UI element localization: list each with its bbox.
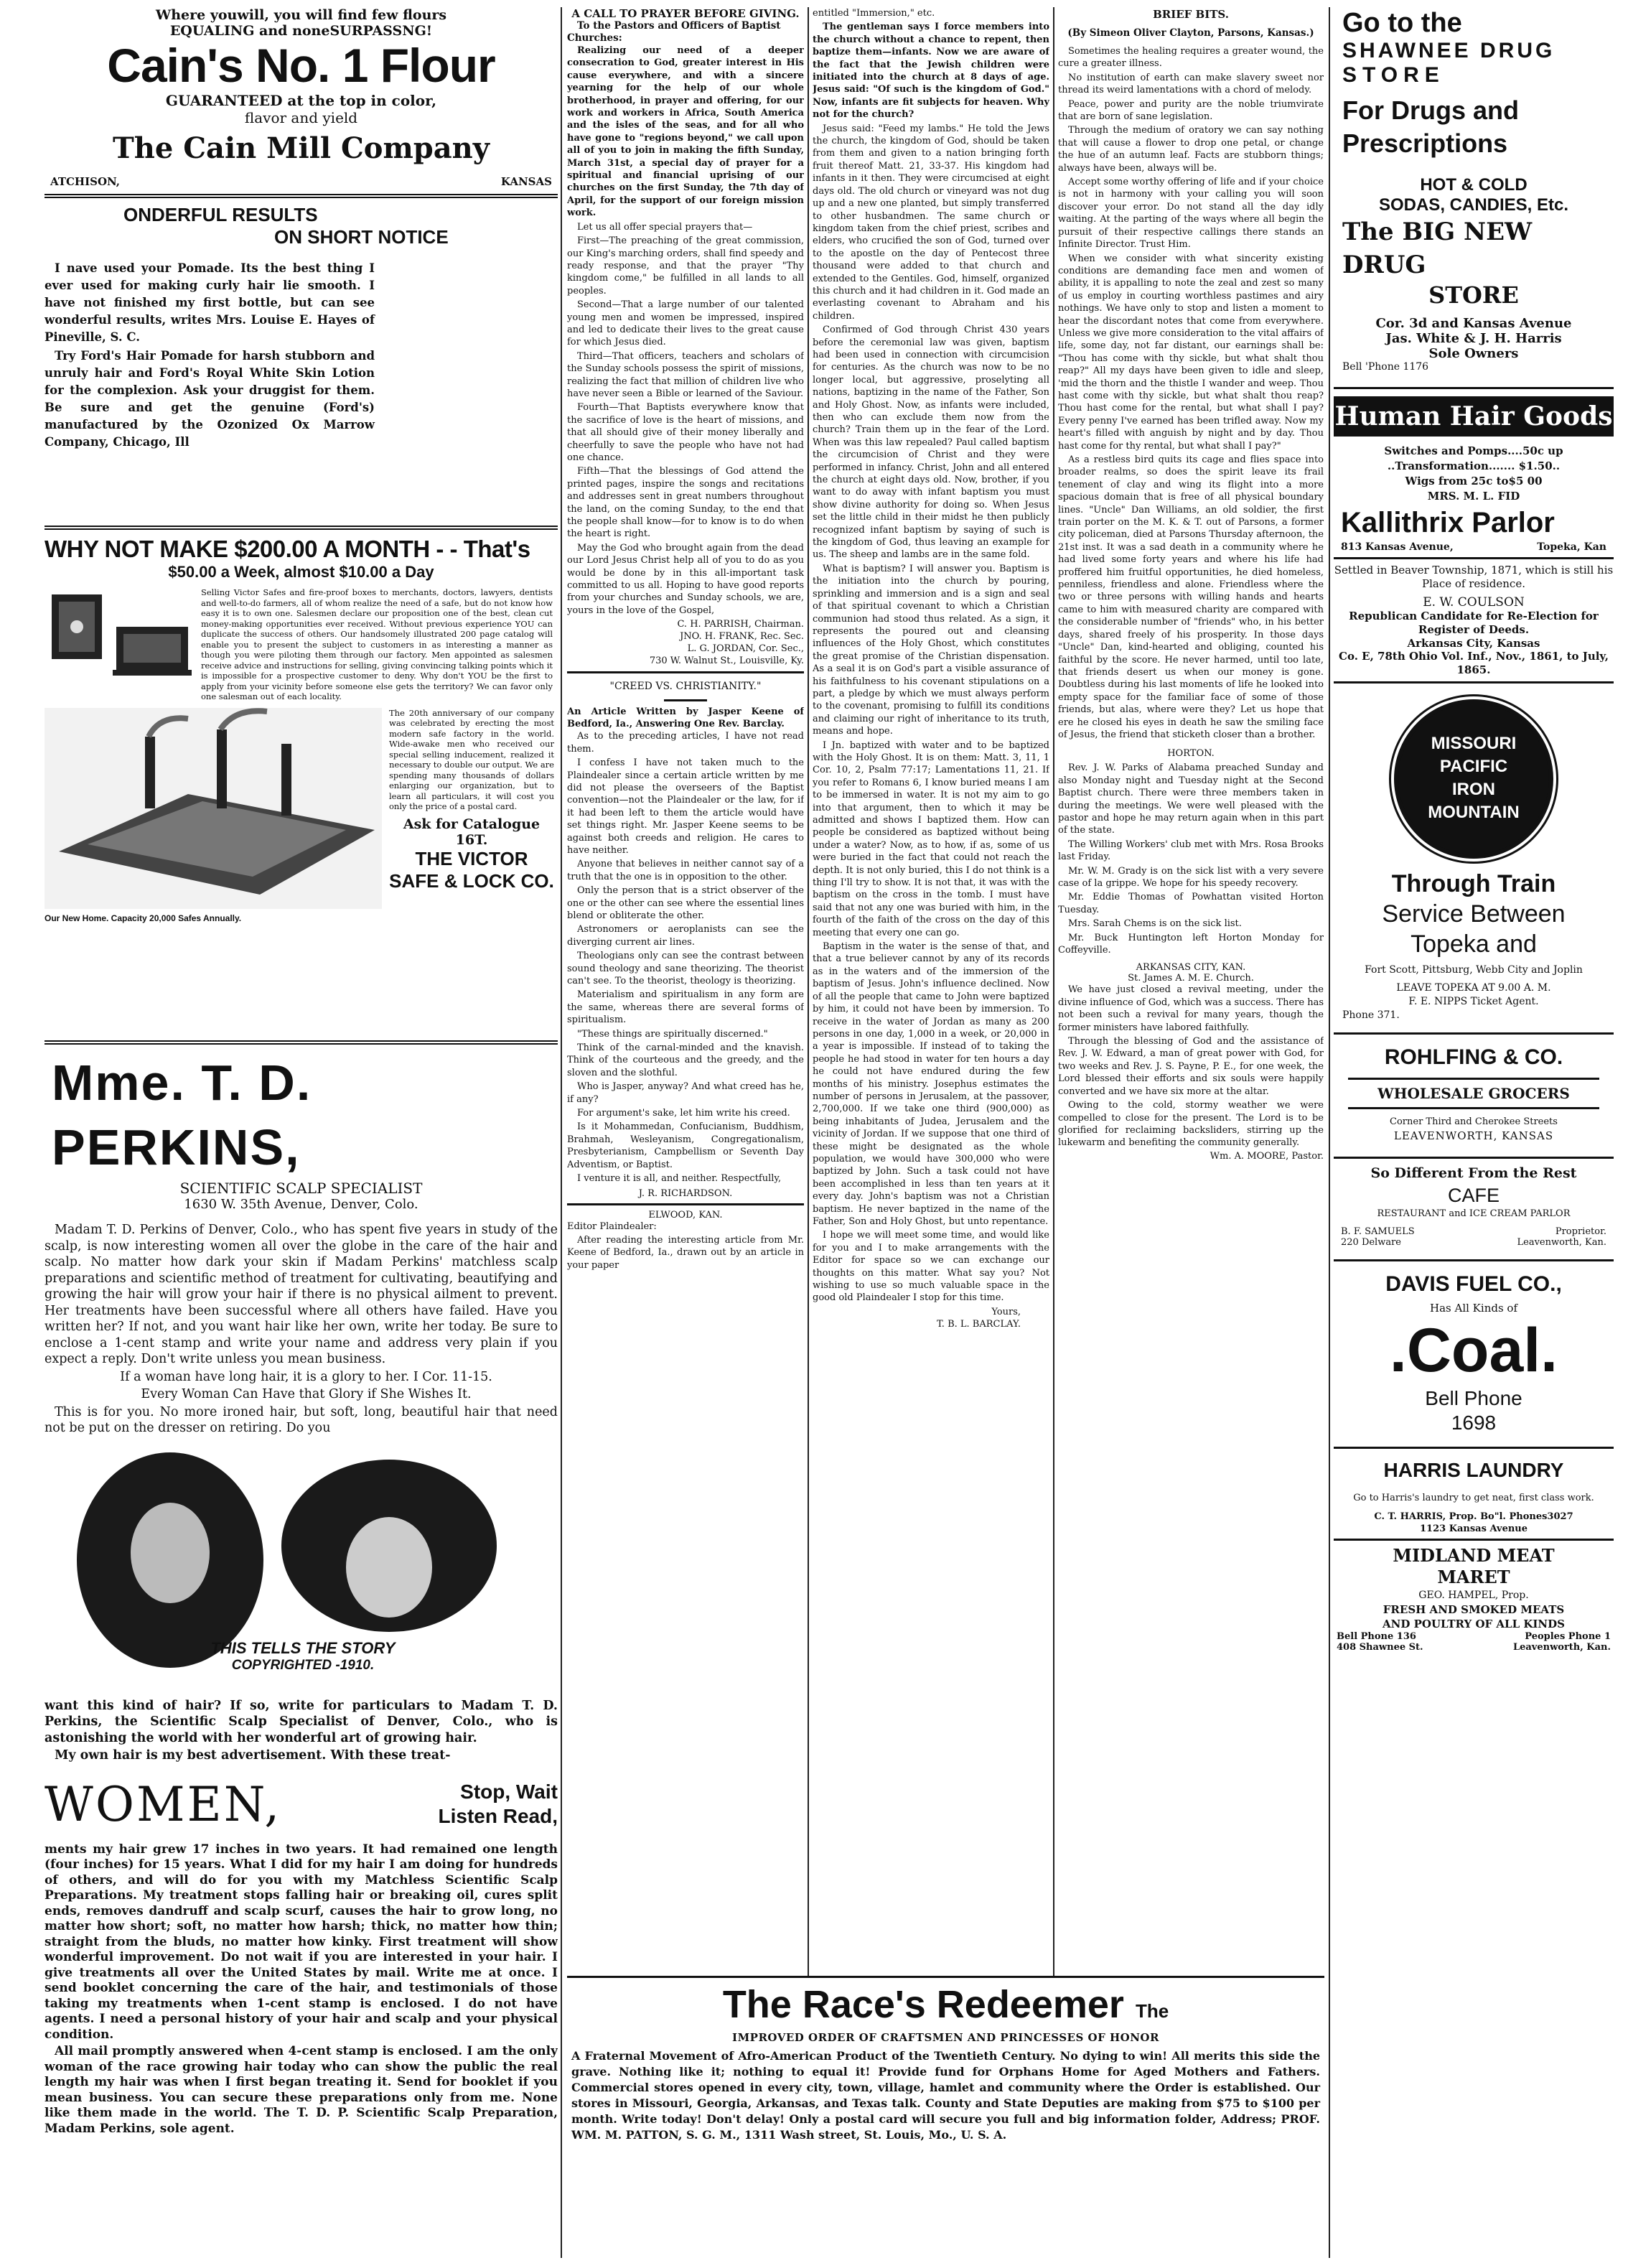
- perkins-caption-2: COPYRIGHTED -1910.: [231, 1657, 375, 1673]
- davis-number: 1698: [1451, 1411, 1497, 1434]
- coulson-text-2: Republican Candidate for Re-Election for Register of Deeds.: [1349, 610, 1599, 636]
- creed-text-6: Theologians only can see the contrast between sound theology and sane theorizing. The theorist can't see. To the theorist, theology is theorizing.: [567, 951, 804, 986]
- divider: [567, 1203, 804, 1205]
- midland-line-5: AND POULTRY OF ALL KINDS: [1383, 1618, 1565, 1630]
- immersion-text-7: I hope we will meet some time, and would like for you and I to make arrangements with the Editor for space so we can exchange our thoughts on this matter. What say you? Not wishing to use so much valuable space in the good old Plaindealer I stop for this time.: [813, 1230, 1049, 1304]
- midland-line-4: FRESH AND SMOKED MEATS: [1383, 1603, 1565, 1616]
- shawnee-line-12: Sole Owners: [1428, 346, 1519, 361]
- creed-text-13: I venture it is all, and neither. Respectfully,: [577, 1173, 782, 1185]
- mopac-line-4: Fort Scott, Pittsburg, Webb City and Joplin: [1365, 964, 1583, 976]
- ford-headline-2: ON SHORT NOTICE: [274, 226, 449, 248]
- redeemer-subhead: IMPROVED ORDER OF CRAFTSMEN AND PRINCESSES OF HONOR: [732, 2031, 1159, 2044]
- women-listen: Listen Read,: [438, 1805, 558, 1827]
- divider: [45, 526, 558, 530]
- shawnee-line-13: Bell 'Phone 1176: [1342, 361, 1429, 373]
- victor-headline: WHY NOT MAKE $200.00 A MONTH - - That's: [45, 536, 530, 562]
- mopac-line-5: LEAVE TOPEKA AT 9.00 A. M.: [1396, 982, 1551, 994]
- arkansas-city-headline: ARKANSAS CITY, KAN.: [1136, 962, 1246, 974]
- ford-text-2: Try Ford's Hair Pomade for harsh stubborn and unruly hair and Ford's Royal White Skin Lotion for the complexion. Ask your druggist for them. Be sure and get the genuine (Ford's) manufactured by the Ozonized Ox Marrow Company, Chicago, Ill: [45, 349, 375, 449]
- column-4: [1058, 7, 1324, 1967]
- arkansas-signature: Wm. A. MOORE, Pastor.: [1210, 1150, 1324, 1162]
- creed-subhead: An Article Written by Jasper Keene of Bedford, Ia., Answering One Rev. Barclay.: [567, 706, 804, 730]
- brief-bits-headline: BRIEF BITS.: [1153, 8, 1229, 21]
- logo-line-3: IRON: [1452, 780, 1495, 799]
- call-sig-1: C. H. PARRISH, Chairman.: [677, 619, 804, 630]
- midland-phone-2: Peoples Phone 1: [1525, 1631, 1611, 1642]
- shawnee-line-6: HOT & COLD: [1420, 175, 1528, 195]
- cafe-headline: So Different From the Rest: [1370, 1165, 1577, 1181]
- horton-text-4: Mr. Eddie Thomas of Powhattan visited Horton Tuesday.: [1058, 892, 1324, 915]
- harris-laundry-ad: [1334, 1453, 1614, 1534]
- cain-city: ATCHISON,: [50, 175, 120, 188]
- shawnee-line-3: STORE: [1342, 63, 1445, 87]
- shawnee-line-9: STORE: [1428, 281, 1519, 309]
- rohlfing-subhead: WHOLESALE GROCERS: [1377, 1085, 1570, 1102]
- davis-fuel-ad: [1334, 1267, 1614, 1435]
- creed-text-1: As to the preceding articles, I have not read them.: [567, 731, 804, 755]
- kallithrix-address-2: Topeka, Kan: [1537, 541, 1606, 553]
- call-sig-2: JNO. H. FRANK, Rec. Sec.: [680, 631, 804, 643]
- call-sig-4: 730 W. Walnut St., Louisville, Ky.: [649, 655, 804, 667]
- human-line-2: ..Transformation....... $1.50..: [1387, 459, 1561, 472]
- call-text-3: First—The preaching of the great commission, our King's marching orders, shall find speedy and ready response, and that the prayer "Thy kingdom come," be fulfilled in all lands to all peoples.: [567, 235, 804, 297]
- arkansas-text-3: Owing to the cold, stormy weather we were compelled to close for the present. The Lord is to be glorified for reclaiming backsliders, stirring up the lukewarm and benefiting the community generally.: [1058, 1100, 1324, 1149]
- cain-flour-ad: [45, 7, 558, 188]
- cafe-line-1: RESTAURANT and ICE CREAM PARLOR: [1377, 1208, 1571, 1219]
- shawnee-line-8: The BIG NEW DRUG: [1342, 218, 1533, 279]
- midland-line-3: GEO. HAMPEL, Prop.: [1418, 1590, 1529, 1601]
- creed-text-8: "These things are spiritually discerned.": [577, 1028, 768, 1040]
- victor-name-1: THE VICTOR: [415, 847, 528, 869]
- divider: [1334, 1157, 1614, 1159]
- divider: [1334, 1259, 1614, 1261]
- rohlfing-address-1: Corner Third and Cherokee Streets: [1390, 1116, 1558, 1127]
- cafe-ad: [1334, 1163, 1614, 1248]
- creed-text-3: Anyone that believes in neither cannot say of a truth that the one is in opposition to the other.: [567, 859, 804, 882]
- cafe-owner: B. F. SAMUELS: [1341, 1226, 1415, 1237]
- divider: [1334, 1447, 1614, 1449]
- creed-text-9: Think of the carnal-minded and the knavish. Think of the courteous and the greedy, and the sloven and the slothful.: [567, 1042, 804, 1078]
- brief-text-6: When we consider with what sincerity existing conditions are demanding face men and women of ability, it is appalling to note the zeal and zest so many of us employ in courting worthless pastimes and airy nothings. We have only to stop and listen a moment to hear the discordant notes that come from everywhere. Unless we give more consideration to the vital affairs of life, some day, not far distant, our earnings shall be: "Thou has come with thy sickle, but what shalt thou reap?" All my days have been given to idle and sleep, 'mid the thorn and the thistle I wander and weep. Thou hast come with thy sickle, but what shalt thou reap? Thou hast come for the rental, but what shall I pay? Every penny I've earned has been trifled away. Now my heart's filled with anguish by night and by day. Thou hast come for thy rental, but what shall I pay?": [1058, 253, 1324, 452]
- brief-bits-byline: (By Simeon Oliver Clayton, Parsons, Kansas.): [1067, 27, 1314, 39]
- creed-text-7: Materialism and spiritualism in any form are the same, whereas there are several forms of spiritualism.: [567, 989, 804, 1026]
- women-headline: WOMEN,: [45, 1776, 282, 1832]
- horton-text-3: Mr. W. M. Grady is on the sick list with a very severe case of la grippe. We hope for his speedy recovery.: [1058, 865, 1324, 889]
- midland-address: 408 Shawnee St.: [1337, 1642, 1423, 1653]
- column-rule: [561, 7, 562, 2258]
- divider: [45, 1040, 558, 1045]
- shawnee-line-4: For Drugs and: [1342, 95, 1520, 125]
- harris-address: 1123 Kansas Avenue: [1419, 1523, 1528, 1534]
- harris-owner: C. T. HARRIS, Prop. Bo"l. Phones3027: [1374, 1511, 1573, 1522]
- midland-line-2: MARET: [1437, 1567, 1510, 1587]
- immersion-text-6: Baptism in the water is the sense of that, and that a true believer cannot by any of its records as in the waters and of the immersion of the baptism of Jesus. John's influence declined. Now of all the people that came to John were baptized by him, it could not have been by immersion. To receive in the water of Jordan as many as 200 persons in one day, 1,000 in a week, or 20,000 in a year is impossible. If instead of to taking the people he had stood in water for ten hours a day he could not have endured during the few months of his ministry. Josephus estimates the number of persons in Jerusalem, at the passover, 2,700,000. If we take one third (900,000) as being inhabitants of Judea, Jerusalem and the vicinity of Jordan. If we suppose that one third of these might be designated as the whole population, we would have 300,000 who were baptized by John. Such a task could not have been accomplished in less than ten years at it every day. John's baptism was not a Christian baptism. He never baptized in the name of the Father, Son and Holy Ghost, but unto repentance.: [813, 941, 1049, 1227]
- arkansas-text-2: Through the blessing of God and the assistance of Rev. J. W. Edward, a man of great power with God, for two weeks and Rev. J. S. Payne, P. E., for one week, the Lord blessed their efforts and six souls were happily converted and we have six more at the altar.: [1058, 1036, 1324, 1097]
- davis-subhead: Has All Kinds of: [1430, 1302, 1517, 1315]
- call-sig-3: L. G. JORDAN, Cor. Sec.,: [687, 643, 804, 655]
- coulson-ad: [1334, 564, 1614, 677]
- creed-headline: "CREED VS. CHRISTIANITY.": [609, 681, 762, 693]
- shawnee-line-5: Prescriptions: [1342, 129, 1508, 158]
- creed-text-12: Is it Mohammedan, Confucianism, Buddhism, Brahmah, Wesleyanism, Congregationalism, Presbyterianism, Campbellism or Seventh Day Adventism, or Baptist.: [567, 1121, 804, 1170]
- perkins-text-3: Every Woman Can Have that Glory if She Wishes It.: [141, 1387, 472, 1401]
- immersion-text-1: The gentleman says I force members into the church without a chance to repent, then baptize them—infants. Now we are aware of the fact that the Jewish children were initiated into the church at 8 days of age. Jesus said: "Of such is the kingdom of God." Now, infants are fit subjects for heaven. Why not for the church?: [813, 22, 1049, 121]
- cain-title: Cain's No. 1 Flour: [107, 39, 495, 92]
- brief-text-7: As a restless bird quits its cage and flies space into broader realms, so does the spirit leave its frail tenement of clay and wing its flight into a more spacious domain that is free of all physical boundary lines. "Uncle" Dan Williams, an old soldier, the first train porter on the M. K. & T. out of Parsons, a former city policeman, died at Parsons Thursday afternoon, the 21st inst. It was a sad death in a community where he had lived some forty years and where his life had proffered him fruitful opportunities, he died homeless, penniless, friendless and alone. Friendless where the two or three persons with willing hands and hearts came to him with measured charity are compared with the considerable number of "friends" who, in his better days, shared freely of his prosperity. In those days "Uncle" Dan, kind-hearted and obliging, counted his faithful by the score. He never harmed, until too late, that friends desert us when our money is gone. Doubtless during his last moments of life he looked into empty space for the familiar face of some of those friends, but alas, where were they? Let us hope that ere he closed his eyes in death he saw the smiling face of Jesus, the friend that sticketh closer than a brother.: [1058, 454, 1324, 740]
- divider: [567, 671, 804, 673]
- divider: [1348, 1107, 1599, 1109]
- call-subhead: To the Pastors and Officers of Baptist Churches:: [567, 20, 781, 44]
- rohlfing-address-2: LEAVENWORTH, KANSAS: [1393, 1129, 1554, 1142]
- column-rule: [808, 7, 809, 2258]
- call-text-7: Fifth—That the blessings of God attend the printed pages, inspire the songs and recitations and addresses sent in great numbers throughout the land, on the coming Sunday, to the end that the people shall know—for to know is to do when the heart is right.: [567, 466, 804, 540]
- immersion-text-0: entitled "Immersion," etc.: [813, 8, 935, 19]
- cafe-address: 220 Delware: [1341, 1237, 1402, 1248]
- perkins-text-5: want this kind of hair? If so, write for particulars to Madam T. D. Perkins, the Scientific Scalp Specialist of Denver, Colo., who is astonishing the world with her wonderful art of growing hair.: [45, 1698, 558, 1745]
- midland-city: Leavenworth, Kan.: [1512, 1642, 1611, 1653]
- coulson-text-1: Settled in Beaver Township, 1871, which is still his Place of residence.: [1334, 564, 1614, 590]
- column-rule: [1053, 7, 1054, 2258]
- horton-text-2: The Willing Workers' club met with Mrs. Rosa Brooks last Friday.: [1058, 839, 1324, 863]
- brief-text-3: Peace, power and purity are the noble triumvirate that are born of sane legislation.: [1058, 98, 1324, 123]
- shawnee-line-1: Go to the: [1342, 8, 1462, 38]
- perkins-photos: [45, 1445, 558, 1689]
- davis-bell: Bell Phone: [1425, 1387, 1522, 1409]
- cafe-name: CAFE: [1447, 1185, 1500, 1206]
- midland-line-1: MIDLAND MEAT: [1393, 1545, 1555, 1566]
- human-line-3: Wigs from 25c to$5 00: [1405, 475, 1543, 487]
- kallithrix-name: Kallithrix Parlor: [1341, 507, 1555, 538]
- divider: [1334, 1032, 1614, 1035]
- mopac-line-3: Topeka and: [1411, 930, 1537, 958]
- ford-headline-1: ONDERFUL RESULTS: [123, 204, 318, 225]
- women-text-1: ments my hair grew 17 inches in two years. It had remained one length (four inches) for 15 years. What I did for my hair I am doing for hundreds of others, and will do for you with my Matchless Scientific Scalp Preparations. My treatment stops falling hair or breaking oil, cures split ends, removes dandruff and scalp scurf, causes the hair to grow long, no matter how short; soft, no matter how harsh; thick, no matter how thin; straight from the bluds, no matter how kinky. First treatment will show wonderful improvement. Do not wait if you are interested in your hair. I give treatments all over the United States by mail. Write me at once. I send booklet concerning the care of the hair, and testimonials of those taking my treatments when 1-cent stamp is enclosed. I do not have agents. I need a personal history of your hair and scalp and your physical condition.: [45, 1842, 558, 2042]
- victor-text-1: Selling Victor Safes and fire-proof boxes to merchants, doctors, lawyers, dentists and well-to-do farmers, all of whom realize the need of a safe, but do not know how easy it is to own one. Salesmen declare our proposition one of the best, clean cut money-making opportunities ever received. Without previous experience YOU can duplicate the success of others. Our handsomely illustrated 200 page catalog will enable you to present the subject to customers in as interesting a manner as though you were piloting them through our factory. Men appointed as salesmen receive advice and instructions for selling, giving convincing talking points which it is impossible for a prospective customer to deny. Why don't YOU be the first to apply from your vicinity before someone else gets the territory? We can favor only one salesman out of each locality.: [201, 587, 553, 701]
- factory-icon: [45, 708, 382, 909]
- call-text-8: May the God who brought again from the dead our Lord Jesus Christ help all of you to do as you would be done by in this all-important task committed to us all. Hoping to have good reports from your churches and Sunday schools, we are, yours in the love of the Gospel,: [567, 542, 804, 616]
- creed-text-5: Astronomers or aeroplanists can see the diverging current air lines.: [567, 924, 804, 948]
- davis-name: DAVIS FUEL CO.,: [1385, 1272, 1562, 1296]
- creed-text-10: Who is Jasper, anyway? And what creed has he, if any?: [567, 1081, 804, 1105]
- missouri-pacific-logo: [1394, 699, 1553, 859]
- human-hair-ad: [1334, 396, 1614, 553]
- human-hair-headline: Human Hair Goods: [1334, 396, 1614, 437]
- cain-line-2: EQUALING and noneSURPASSNG!: [169, 23, 433, 39]
- factory-illustration: [45, 708, 382, 909]
- coulson-name: E. W. COULSON: [1423, 595, 1525, 610]
- shawnee-line-10: Cor. 3d and Kansas Avenue: [1375, 316, 1572, 331]
- divider: [1334, 557, 1614, 559]
- call-text-5: Third—That officers, teachers and scholars of the Sunday schools possess the spirit of missions, realizing the fact that million of children live who have never seen a Bible or learned of the Saviour.: [567, 350, 804, 399]
- victor-caption: Our New Home. Capacity 20,000 Safes Annually.: [45, 913, 242, 923]
- victor-safe-ad: [45, 536, 558, 1035]
- redeemer-the: The: [1135, 2000, 1169, 2022]
- perkins-text-4: This is for you. No more ironed hair, but soft, long, beautiful hair that need not be put on the dresser on retiring. Do you: [45, 1404, 558, 1435]
- divider: [45, 194, 558, 198]
- midland-phone-1: Bell Phone 136: [1337, 1631, 1416, 1642]
- perkins-text-6: My own hair is my best advertisement. With these treat-: [55, 1748, 451, 1763]
- column-3: [813, 7, 1049, 1967]
- cain-line-1: Where youwill, you will find few flours: [155, 7, 447, 23]
- call-text-1: Realizing our need of a deeper consecration to God, greater interest in His cause everywhere, and with a sincere yearning for the help of our whole brotherhood, in prayer and offering, for our work and workers in Africa, South America and the isles of the seas, and for all who have gone to "regions beyond," we call upon all of you to join in making the fifth Sunday, March 31st, a special day of prayer for a spiritual and financial uprising of our churches on the first Sunday, the 7th day of April, for the support of our foreign mission work.: [567, 45, 804, 219]
- column-1: [45, 7, 558, 2138]
- call-headline: A CALL TO PRAYER BEFORE GIVING.: [571, 7, 800, 20]
- cafe-city: Leavenworth, Kan.: [1517, 1237, 1606, 1248]
- immersion-yours: Yours,: [991, 1306, 1021, 1317]
- perkins-text-2: If a woman have long hair, it is a glory to her. I Cor. 11-15.: [120, 1369, 492, 1384]
- logo-line-4: MOUNTAIN: [1428, 803, 1520, 822]
- perkins-title: SCIENTIFIC SCALP SPECIALIST: [179, 1180, 423, 1197]
- cafe-proprietor: Proprietor.: [1555, 1226, 1606, 1237]
- cain-guarantee-2: flavor and yield: [244, 109, 358, 126]
- brief-text-4: Through the medium of oratory we can say nothing that will cause a flower to drop one petal, or change the hue of an autumn leaf. Facts are stubborn things; always have been, always will be.: [1058, 125, 1324, 174]
- column-2: [567, 7, 804, 1967]
- divider: [1348, 1078, 1599, 1080]
- cain-state: KANSAS: [500, 175, 552, 188]
- victor-subhead: $50.00 a Week, almost $10.00 a Day: [168, 563, 434, 581]
- human-line-4: MRS. M. L. FID: [1427, 490, 1520, 503]
- divider: [664, 699, 707, 701]
- horton-headline: HORTON.: [1167, 748, 1215, 760]
- shawnee-line-7: SODAS, CANDIES, Etc.: [1378, 195, 1569, 215]
- perkins-text-1: Madam T. D. Perkins of Denver, Colo., who has spent five years in study of the scalp, is now interesting women all over the globe in the care of the hair and scalp. No matter how dark your skin if Madam Perkins' matchless scalp preparations and scientific method of treatment for cultivating, beautifying and growing the hair will grow your hair if there is no physical ailment to prevent. Her treatments have been successful where all others have failed. Have you written her? If not, and you want hair like her own, write her today. Be sure to enclose a 1-cent stamp and write your name and address very plain if you expect a reply. Don't write unless you mean business.: [45, 1223, 558, 1366]
- arkansas-text-1: We have just closed a revival meeting, under the divine influence of God, which was a success. There has not been such a revival for many years, though the former ministers have labored faithfully.: [1058, 984, 1324, 1033]
- races-redeemer-ad: [567, 1976, 1324, 2262]
- kallithrix-address-1: 813 Kansas Avenue,: [1341, 541, 1454, 553]
- creed-text-4: Only the person that is a strict observer of the one or the other can see where the essential lines blend or obliterate the other.: [567, 885, 804, 921]
- women-ad: [45, 1777, 558, 2137]
- coulson-text-3: Arkansas City, Kansas: [1407, 637, 1540, 650]
- mopac-line-2: Service Between: [1382, 900, 1566, 928]
- victor-text-2: The 20th anniversary of our company was celebrated by erecting the most modern safe factory in the world. Wide-awake men who received our special selling inducement, realized it necessary to double our output. We are spending many thousands of dollars enlarging our organization, but to learn all particulars, it will cost you only the price of a postal card.: [389, 707, 554, 811]
- column-5: [1334, 7, 1614, 1653]
- coulson-text-4: Co. E, 78th Ohio Vol. Inf., Nov., 1861, to July, 1865.: [1339, 650, 1609, 676]
- perkins-ad: [45, 1050, 558, 1764]
- call-text-2: Let us all offer special prayers that—: [577, 221, 753, 233]
- davis-coal: .Coal.: [1389, 1316, 1558, 1385]
- elwood-salutation: Editor Plaindealer:: [567, 1221, 657, 1232]
- divider: [1334, 1539, 1614, 1541]
- mopac-line-1: Through Train: [1391, 870, 1556, 897]
- harris-text: Go to Harris's laundry to get neat, first class work.: [1353, 1493, 1594, 1503]
- missouri-pacific-ad: [1334, 699, 1614, 1022]
- immersion-text-3: Confirmed of God through Christ 430 years before the ceremonial law was given, baptism had been used in connection with circumcision for centuries. As the church was now to be no longer local, but aggressive, proselyting all nations, baptizing in the name of the Father, Son and Holy Ghost. Now, as infants were included, then who can exclude them now from the church? Train them up in the fear of the Lord. When was this law repealed? Paul called baptism the circumcision of Christ and they were performed in infancy. Christ, John and all entered the church at eight days old. Now, brother, if you want to do away with infant baptism you must show divine authority for doing so. When Jesus set the little child in their midst he then publicly recognized infant baptism by saying of such is the kingdom of God, thus leaving an example for us. The sheep and lambs are in the same fold.: [813, 325, 1049, 561]
- rohlfing-name: ROHLFING & CO.: [1384, 1045, 1563, 1069]
- perkins-address: 1630 W. 35th Avenue, Denver, Colo.: [184, 1197, 418, 1212]
- horton-text-5: Mrs. Sarah Chems is on the sick list.: [1068, 918, 1242, 930]
- call-text-4: Second—That a large number of our talented young men and women be impressed, inspired and led to dedicate their lives to the great cause for which Jesus died.: [567, 299, 804, 348]
- brief-text-5: Accept some worthy offering of life and if your choice is not in harmony with your calling you will soon discover your error. Do not stand all the day idly waiting. At the parting of the ways where all begin the pursuit of their respective callings there stands an Infinite Director. Trust Him.: [1058, 177, 1324, 251]
- redeemer-title: The Race's Redeemer: [722, 1983, 1124, 2026]
- women-stop: Stop, Wait: [460, 1781, 558, 1803]
- redeemer-body: A Fraternal Movement of Afro-American Product of the Twentieth Century. No dying to win! All merits this side the grave. Nothing like it; nothing to equal it! Provide fund for Orphans Home for Aged Mothers and Fathers. Commercial stores opened in every city, town, village, hamlet and community where the Order is established. Our stores in Missouri, Georgia, Arkansas, and Texas talk. County and State Deputies are making from $75 to $100 per month. Write today! Don't delay! Only a postal card will secure you full and big information folder, Address; PROF. WM. M. PATTON, S. G. M., 1311 Wash street, St. Louis, Mo., U. S. A.: [571, 2049, 1320, 2142]
- midland-meat-ad: [1334, 1545, 1614, 1653]
- safe-icon: [45, 587, 195, 695]
- creed-text-11: For argument's sake, let him write his creed.: [577, 1108, 790, 1119]
- immersion-signature: T. B. L. BARCLAY.: [937, 1318, 1021, 1330]
- perkins-name: Mme. T. D. PERKINS,: [52, 1055, 312, 1175]
- harris-name: HARRIS LAUNDRY: [1383, 1459, 1564, 1481]
- immersion-text-2: Jesus said: "Feed my lambs." He told the Jews the church, the kingdom of God, should be taken from them and given to a nation bringing forth fruit thereof Matt. 21, 33-37. His kingdom had infants in it then. They were circumcised at eight days old. The old church or vineyard was not dug up and a new one planted, but simply transferred to other husbandmen. The same church or kingdom taken from the chief priest, scribes and elders, who crucified the son of God, turned over to the apostle on the day of Pentecost three thousand were added to that church and extended to the Gentiles. God, himself, organized this church and it had children in it. God made an everlasting covenant to Abraham and his children.: [813, 123, 1049, 322]
- divider: [1334, 387, 1614, 389]
- perkins-caption-1: THIS TELLS THE STORY: [210, 1638, 396, 1657]
- horton-text-6: Mr. Buck Huntington left Horton Monday for Coffeyville.: [1058, 932, 1324, 956]
- mopac-line-6: F. E. NIPPS Ticket Agent.: [1408, 996, 1539, 1007]
- logo-line-1: MISSOURI: [1431, 734, 1517, 753]
- ford-text-1: I nave used your Pomade. Its the best thing I ever used for making curly hair lie smooth. I have not finished my first bottle, but can see wonderful results, writes Mrs. Louise E. Hayes of Pineville, S. C.: [45, 261, 375, 344]
- immersion-text-5: I Jn. baptized with water and to be baptized with the Holy Ghost. It is on them: Matt. 3, 11, 1 Cor. 10, 2, Psalm 77:17; Lamentations 11, 21. If you refer to Romans 6, I know buried means I am to be immersed in water. It is not my aim to go into that argument, then to which it may be admitted and shows I baptized them. How can people be considered as baptized without being under a water? Now, as to how, if as, some of us were buried in the fact that could not reach the depth. It is not only buried, this I do not think is a thing I'll try to show. It is not that, it was with the baptism on the cross in the tomb. I must have said that not any one was buried with him, in the fourth of the faith of the cross on the day of this meeting that every one can go.: [813, 739, 1049, 938]
- immersion-text-4: What is baptism? I will answer you. Baptism is the initiation into the church by pouring, sprinkling and immersion and is a sign and seal of that spiritual covenant to which a Christian communion had stood thus related. As a sign, it represents the poured out and cleansing influences of the Holy Ghost, which constitutes the great promise of the Christian dispensation. As a seal it is on God's part a visible assurance of his faithfulness to his covenant stipulations on a part, a pledge by which we must always perform to the covenant, promising to fulfill its conditions and claiming our right of inheritance to its truth, means and hope.: [813, 563, 1049, 737]
- shawnee-line-2: SHAWNEE DRUG: [1342, 39, 1556, 62]
- arkansas-city-church: St. James A. M. E. Church.: [1128, 973, 1254, 984]
- call-text-6: Fourth—That Baptists everywhere know that the sacrifice of love is the heart of missions, and that all should give of their money liberally and cheerfully to save the people who have not had one chance.: [567, 402, 804, 463]
- human-line-1: Switches and Pomps....50c up: [1384, 444, 1563, 457]
- brief-text-1: Sometimes the healing requires a greater wound, the cure a greater illness.: [1058, 46, 1324, 70]
- shawnee-line-11: Jas. White & J. H. Harris: [1385, 331, 1562, 346]
- elwood-headline: ELWOOD, KAN.: [648, 1209, 723, 1221]
- rohlfing-ad: [1334, 1039, 1614, 1142]
- women-text-2: All mail promptly answered when 4-cent stamp is enclosed. I am the only woman of the race growing hair today who can show the public the real length my hair was when I first began treating it. Send for booklet if you mean business. You can secure these preparations only from me. None like them made in the world. The T. D. P. Scientific Scalp Preparation, Madam Perkins, sole agent.: [45, 2044, 558, 2136]
- cain-company: The Cain Mill Company: [112, 131, 490, 165]
- mopac-line-7: Phone 371.: [1342, 1009, 1400, 1021]
- cain-guarantee-1: GUARANTEED at the top in color,: [165, 92, 437, 109]
- horton-text-1: Rev. J. W. Parks of Alabama preached Sunday and also Monday night and Tuesday night at the Second Baptist church. There were three members taken in during the meetings. We were well pleased with the pastor and hope he may return again when in this part of the state.: [1058, 762, 1324, 836]
- column-rule: [1329, 7, 1330, 2258]
- elwood-text-1: After reading the interesting article from Mr. Keene of Bedford, Ia., drawn out by an article in your paper: [567, 1234, 804, 1271]
- brief-text-2: No institution of earth can make slavery sweet nor thread its weird lamentations with a chord of melody.: [1058, 72, 1324, 96]
- victor-ask: Ask for Catalogue 16T.: [403, 816, 541, 848]
- creed-text-2: I confess I have not taken much to the Plaindealer since a certain article written by me did not please the overseers of the Baptist convention—not the Plaindealer or the law, for if it had been left to them the article would have set things right. Mr. Jasper Keene seems to be against both creeds and religion. He cares to have neither.: [567, 757, 804, 856]
- divider: [1334, 681, 1614, 683]
- victor-name-2: SAFE & LOCK CO.: [389, 869, 554, 892]
- creed-signature: J. R. RICHARDSON.: [638, 1187, 733, 1199]
- ford-pomade-ad: [45, 204, 558, 520]
- safe-illustration: [45, 587, 195, 695]
- logo-line-2: PACIFIC: [1439, 757, 1508, 776]
- shawnee-drug-ad: [1334, 7, 1614, 373]
